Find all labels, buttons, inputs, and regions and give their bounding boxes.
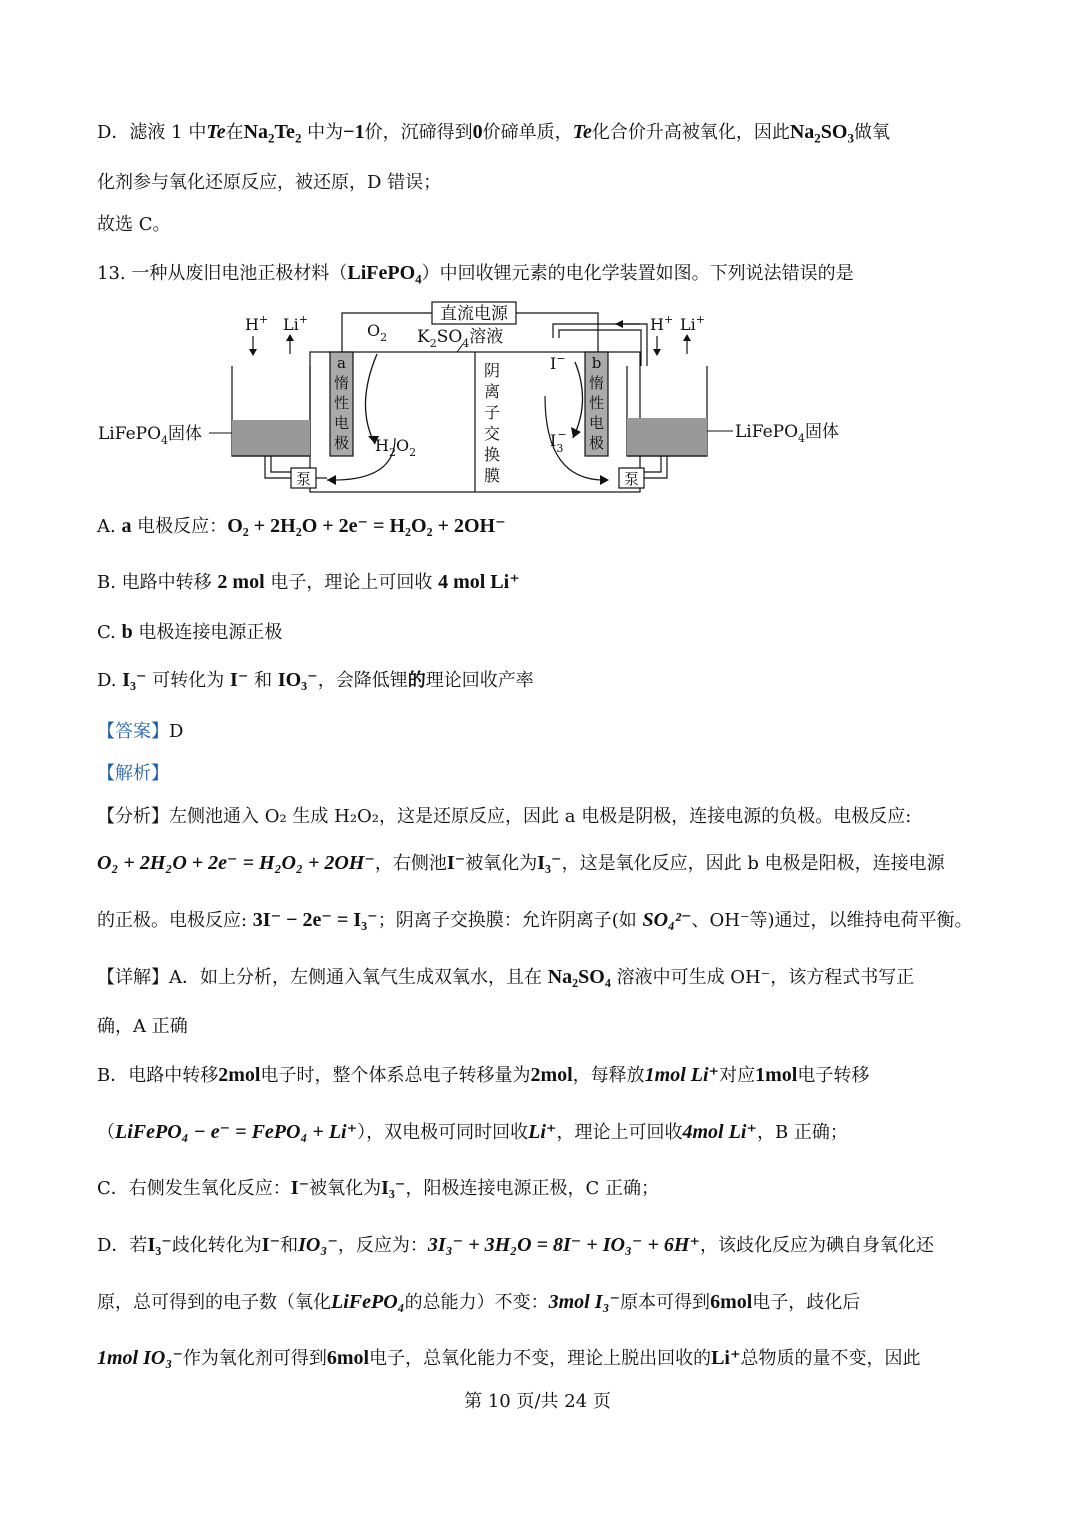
h2o2-label: $H_2O_2$ (375, 436, 417, 459)
left-h-ion: H+ (245, 313, 269, 334)
svg-text:电: 电 (588, 414, 605, 432)
svg-text:子: 子 (483, 403, 501, 422)
page-footer: 第 10 页/共 24 页 (464, 1391, 611, 1412)
electrochemical-device-diagram (95, 296, 855, 501)
right-solid-layer (627, 418, 707, 456)
svg-text:极: 极 (588, 434, 605, 452)
right-lifepo4-solid-label: LiFePO$_4$固体 (735, 422, 840, 445)
svg-text:a: a (337, 354, 346, 372)
svg-text:换: 换 (483, 445, 501, 464)
o2-to-h2o2-arrow (365, 354, 377, 444)
option-c: C. b 电极连接电源正极 (97, 621, 283, 643)
detail-a-line2: 确，A 正确 (97, 1016, 188, 1037)
answer: 【答案】D (97, 721, 184, 742)
text-line: 故选 C。 (97, 214, 171, 235)
option-a: A. a 电极反应：O₂ + 2H₂O + 2e⁻ = H₂O₂ + 2OH⁻ (97, 515, 506, 537)
svg-text:阴: 阴 (483, 361, 501, 380)
svg-text:电: 电 (333, 414, 350, 432)
right-li-ion: Li+ (680, 313, 705, 334)
option-b: B. 电路中转移 2 mol 电子，理论上可回收 4 mol Li⁺ (97, 571, 520, 593)
detail-b-line2: （LiFePO₄ − e⁻ = FePO₄ + Li⁺），双电极可同时回收Li⁺，理论上可回收4mol Li⁺，B 正确； (97, 1121, 848, 1143)
analysis-tag: 【解析】 (97, 763, 169, 784)
detail-d-line2: 原，总可得到的电子数（氧化LiFePO₄的总能力）不变：3mol I₃⁻原本可得到6mol电子，歧化后 (97, 1291, 861, 1313)
svg-text:离: 离 (483, 382, 501, 401)
svg-text:惰: 惰 (333, 374, 350, 392)
svg-text:惰: 惰 (588, 374, 605, 392)
svg-text:b: b (591, 354, 602, 372)
power-source-label: 直流电源 (440, 304, 508, 324)
option-d: D. I₃⁻ 可转化为 I⁻ 和 IO₃⁻，会降低锂的理论回收产率 (97, 669, 534, 691)
iodide-to-triiodide-arrow (573, 362, 583, 438)
svg-text:性: 性 (588, 394, 605, 412)
analysis-p1: 【分析】左侧池通入 O₂ 生成 H₂O₂，这是还原反应，因此 a 电极是阴极，连接电源的负极。电极反应: (97, 806, 912, 827)
right-h-ion: H+ (650, 313, 674, 334)
detail-c: C．右侧发生氧化反应：I⁻被氧化为I₃⁻，阳极连接电源正极，C 正确； (97, 1177, 659, 1199)
left-li-ion: Li+ (283, 313, 308, 334)
text-line: 化剂参与氧化还原反应，被还原，D 错误； (97, 172, 442, 193)
left-lifepo4-solid-label: LiFePO$_4$固体 (98, 424, 203, 447)
triiodide-label: $I_3-$ (550, 428, 567, 455)
svg-text:泵: 泵 (623, 470, 640, 488)
svg-text:性: 性 (333, 394, 350, 412)
svg-text:交: 交 (483, 424, 501, 443)
iodide-label: I− (550, 352, 566, 373)
text-line-d: D．滤液 1 中Te在$Na_2Te_2$ 中为−1价，沉碲得到0价碲单质，Te化合价升高被氧化，因此$Na_2SO_3$做氧 (97, 121, 890, 146)
membrane-label (484, 361, 500, 485)
detail-b-line1: B．电路中转移2mol电子时，整个体系总电子转移量为2mol，每释放1mol Li⁺对应1mol电子转移 (97, 1064, 870, 1086)
detail-d-line3: 1mol IO₃⁻作为氧化剂可得到6mol电子，总氧化能力不变，理论上脱出回收的Li⁺总物质的量不变，因此 (97, 1347, 921, 1369)
svg-text:膜: 膜 (483, 466, 501, 485)
k2so4-solution-label: $K_2SO_4$溶液 (417, 327, 504, 350)
question-13-stem: 13. 一种从废旧电池正极材料（LiFePO$_4$）中回收锂元素的电化学装置如图。下列说法错误的是 (97, 262, 854, 287)
analysis-p2: O₂ + 2H₂O + 2e⁻ = H₂O₂ + 2OH⁻，右侧池I⁻被氧化为I₃⁻，这是氧化反应，因此 b 电极是阳极，连接电源 (97, 852, 945, 874)
svg-text:泵: 泵 (295, 470, 312, 488)
svg-text:极: 极 (333, 434, 350, 452)
detail-a-line1: 【详解】A．如上分析，左侧通入氧气生成双氧水，且在 Na₂SO₄ 溶液中可生成 OH⁻，该方程式书写正 (97, 966, 915, 988)
analysis-p3: 的正极。电极反应: 3I⁻ − 2e⁻ = I₃⁻；阴离子交换膜：允许阴离子(如 SO₄²⁻、OH⁻等)通过，以维持电荷平衡。 (97, 909, 973, 931)
detail-d-line1: D．若I₃⁻歧化转化为I⁻和IO₃⁻，反应为：3I₃⁻ + 3H₂O = 8I⁻ + IO₃⁻ + 6H⁺，该歧化反应为碘自身氧化还 (97, 1234, 934, 1256)
o2-label: $O_2$ (367, 321, 388, 344)
left-solid-layer (232, 420, 310, 456)
